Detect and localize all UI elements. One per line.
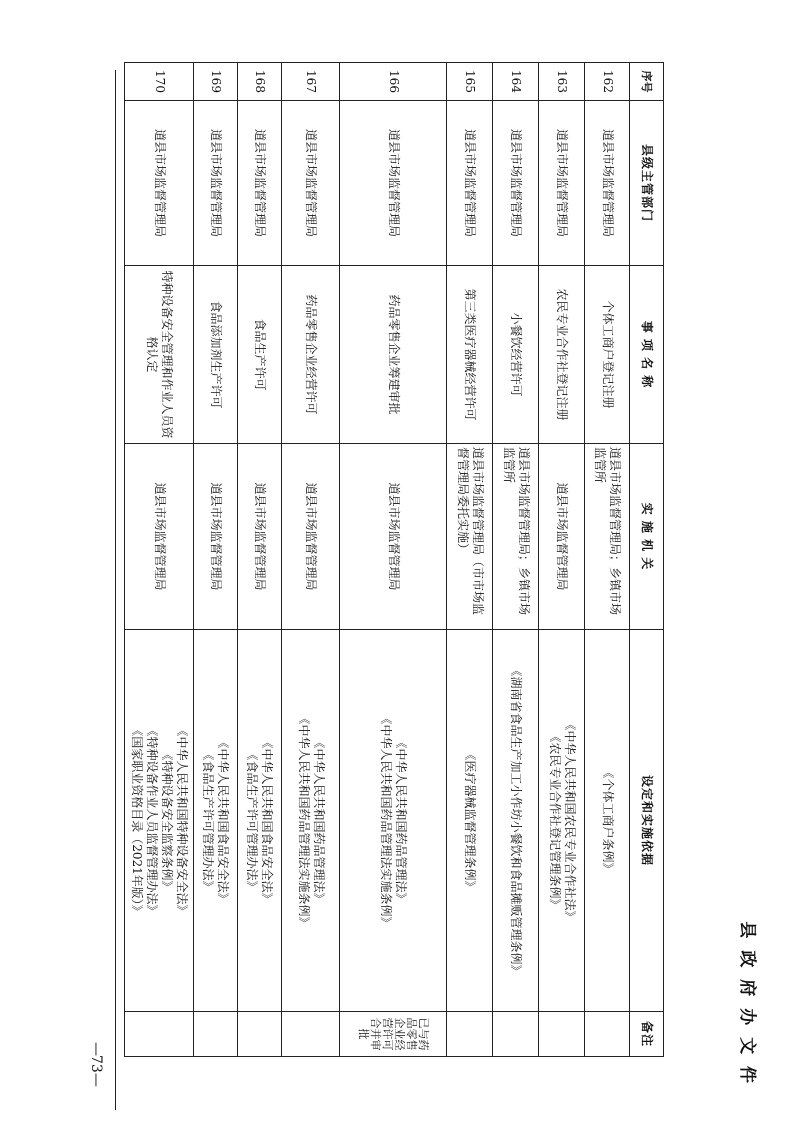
cell-basis [125,630,194,1012]
cell-basis [194,630,238,1012]
cell-dept: 道县市场监督管理局 [194,101,238,266]
header-row [630,63,664,1057]
cell-note [237,1012,281,1057]
table-row [447,63,493,1057]
document-header-title: 县 政 府 办 文 件 [737,921,757,1086]
cell-seq: 170 [125,63,194,101]
column-header-item: 事 项 名 称 [630,266,664,444]
column-header-seq: 序号 [630,63,664,101]
cell-item: 小餐饮经营许可 [493,266,539,444]
cell-seq: 164 [493,63,539,101]
cell-item: 药品零售企业经营许可 [281,266,340,444]
cell-basis [539,630,585,1012]
basis-line: 《食品生产许可管理办法》 [201,748,216,893]
cell-dept: 道县市场监督管理局 [447,101,493,266]
cell-note: 已与药品零售企业经营许可合并审批 [340,1012,447,1057]
cell-dept: 道县市场监督管理局 [125,101,194,266]
cell-agency: 道县市场监督管理局 [194,444,238,630]
page-number [88,1042,104,1132]
column-header-note: 备注 [630,1012,664,1057]
basis-line: 《中华人民共和国药品管理法》 [394,736,409,905]
cell-note [281,1012,340,1057]
cell-basis [447,630,493,1012]
cell-seq: 168 [237,63,281,101]
table-row [539,63,585,1057]
cell-seq: 169 [194,63,238,101]
cell-basis [281,630,340,1012]
table-row [585,63,630,1057]
cell-agency: 道县市场监督管理局；乡镇市场监管所 [585,444,630,630]
cell-dept: 道县市场监督管理局 [340,101,447,266]
basis-line: 《中华人民共和国食品安全法》 [216,736,231,905]
table-row [340,63,447,1057]
table-row [281,63,340,1057]
column-header-basis: 设定和实施依据 [630,630,664,1012]
cell-basis [493,630,539,1012]
cell-item: 食品生产许可 [237,266,281,444]
cell-note [585,1012,630,1057]
basis-line: 《中华人民共和国药品管理法实施条例》 [379,712,394,929]
page-number-dash-right: — [88,1072,104,1086]
basis-line: 《中华人民共和国农民专业合作社法》 [562,718,577,923]
page-number-dash-left: — [88,1042,104,1055]
table-body [125,63,630,1057]
basis-line: 《农民专业合作社登记管理条例》 [547,730,562,911]
column-header-agency: 实 施 机 关 [630,444,664,630]
cell-seq: 167 [281,63,340,101]
column-header-dept: 县级主管部门 [630,101,664,266]
table-row [493,63,539,1057]
cell-item: 药品零售企业筹建审批 [340,266,447,444]
basis-line: 《中华人民共和国药品管理法》 [311,736,326,905]
basis-line: 《湖南省食品生产加工小作坊小餐饮和食品摊贩管理条例》 [509,664,524,977]
cell-note [493,1012,539,1057]
cell-basis [237,630,281,1012]
table-row [194,63,238,1057]
basis-line: 《中华人民共和国特种设备安全法》 [175,724,190,917]
cell-note [447,1012,493,1057]
basis-line: 《国家职业资格目录（2021年版）》 [130,724,145,917]
cell-item: 个体工商户登记注册 [585,266,630,444]
cell-item: 食品添加剂生产许可 [194,266,238,444]
cell-item: 农民专业合作社登记注册 [539,266,585,444]
cell-dept: 道县市场监督管理局 [585,101,630,266]
basis-line: 《特种设备作业人员监督管理办法》 [145,724,160,917]
cell-agency: 道县市场监督管理局 [125,444,194,630]
cell-basis [585,630,630,1012]
page-number-value: 73 [88,1055,104,1073]
cell-seq: 162 [585,63,630,101]
table-row [125,63,194,1057]
cell-agency: 道县市场监督管理局 [237,444,281,630]
cell-dept: 道县市场监督管理局 [237,101,281,266]
cell-note [539,1012,585,1057]
cell-item: 第三类医疗器械经营许可 [447,266,493,444]
cell-agency: 道县市场监督管理局（市市场监督管理局委托实施） [447,444,493,630]
cell-agency: 道县市场监督管理局 [281,444,340,630]
cell-item: 特种设备安全管理和作业人员资格认定 [125,266,194,444]
cell-seq: 163 [539,63,585,101]
administrative-items-table [124,62,664,1057]
cell-agency: 道县市场监督管理局 [539,444,585,630]
cell-dept: 道县市场监督管理局 [281,101,340,266]
cell-note [125,1012,194,1057]
basis-line: 《中华人民共和国药品管理法实施条例》 [296,712,311,929]
cell-dept: 道县市场监督管理局 [493,101,539,266]
cell-dept: 道县市场监督管理局 [539,101,585,266]
basis-line: 《中华人民共和国食品安全法》 [260,736,275,905]
cell-agency: 道县市场监督管理局；乡镇市场监管所 [493,444,539,630]
header-rule [115,70,116,1110]
basis-line: 《医疗器械监督管理条例》 [463,748,478,893]
cell-agency: 道县市场监督管理局 [340,444,447,630]
basis-line: 《食品生产许可管理办法》 [245,748,260,893]
table-row [237,63,281,1057]
cell-seq: 166 [340,63,447,101]
cell-seq: 165 [447,63,493,101]
cell-basis [340,630,447,1012]
table-header [630,63,664,1057]
basis-line: 《个体工商户条例》 [600,766,615,875]
basis-line: 《特种设备安全监察条例》 [160,748,175,893]
cell-note [194,1012,238,1057]
